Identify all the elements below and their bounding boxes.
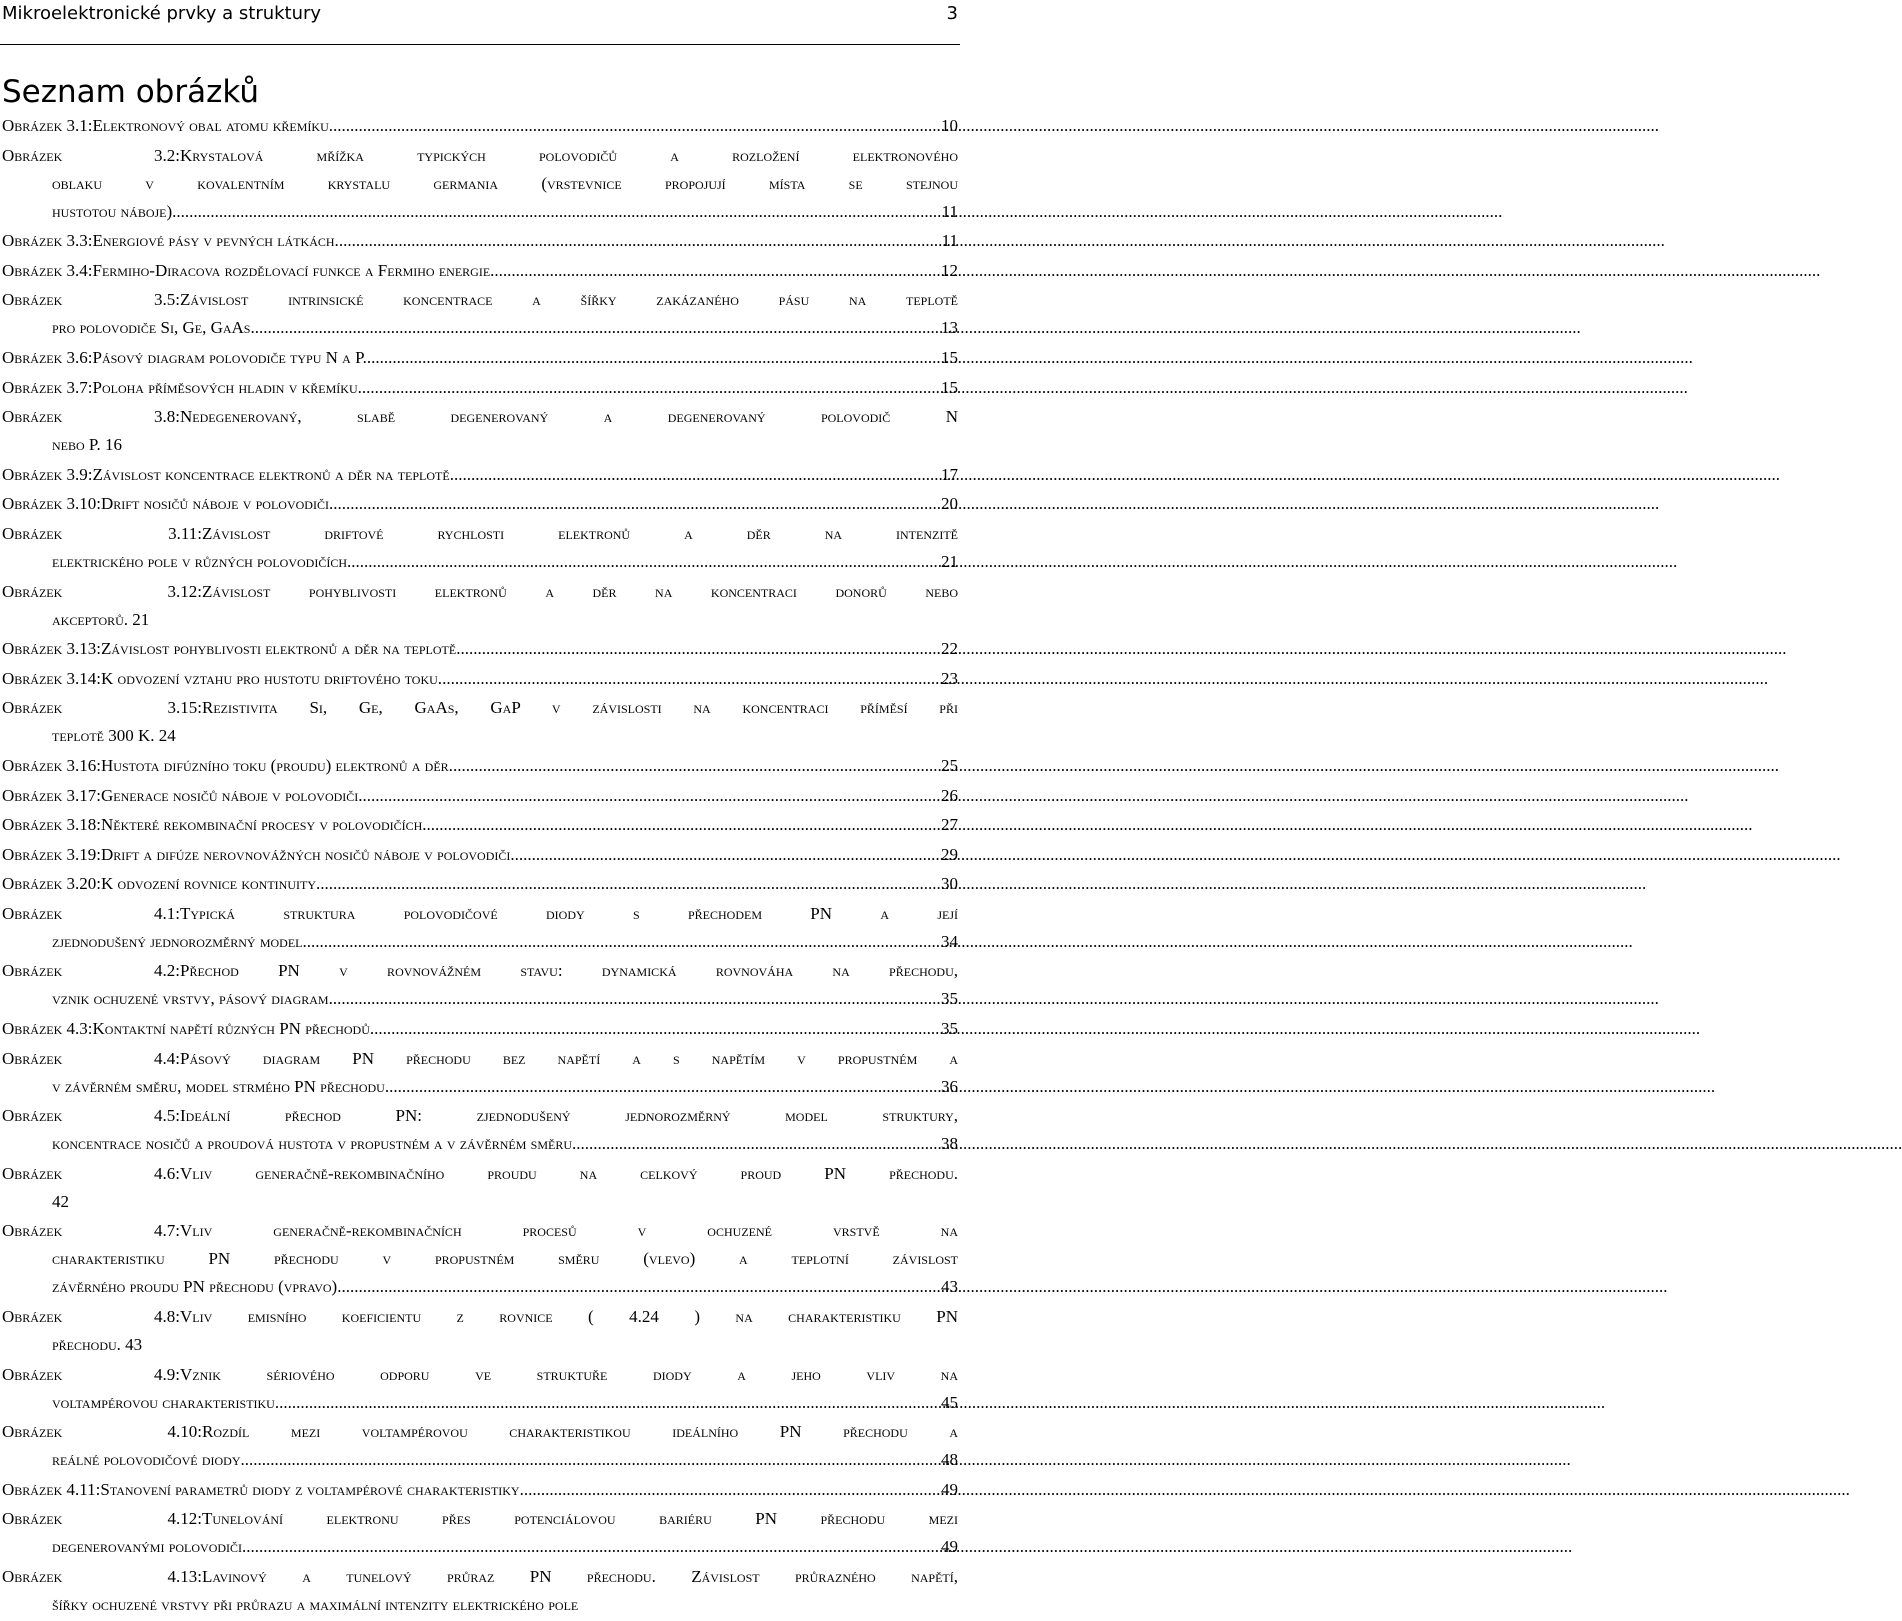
- figure-caption: Vliv emisního koeficientu z rovnice ( 4.24 ) na charakteristiku PN: [180, 1307, 958, 1327]
- figure-entry[interactable]: [2, 665, 958, 693]
- figure-entry[interactable]: [2, 142, 958, 226]
- figure-page-number: 49: [941, 1479, 958, 1499]
- figure-page-number: 11: [941, 201, 958, 221]
- figure-caption: Přechod PN v rovnovážném stavu: dynamická rovnováha na přechodu,: [180, 961, 958, 981]
- dot-leader: [333, 112, 940, 140]
- figure-caption: šířky ochuzené vrstvy při průrazu a maximální intenzity elektrického pole: [52, 1595, 579, 1614]
- figure-page-number: 17: [941, 464, 958, 484]
- figure-entry[interactable]: [2, 374, 958, 402]
- figure-caption: přechodu. 43: [52, 1335, 143, 1355]
- figure-label: Obrázek 3.10:: [2, 494, 101, 514]
- figure-caption: Kontaktní napětí různých PN přechodů.: [92, 1019, 375, 1039]
- dot-leader: [341, 1273, 940, 1301]
- figure-caption: Vliv generačně-rekombinačních procesů v ochuzené vrstvě na: [180, 1221, 958, 1241]
- figure-entry[interactable]: [2, 344, 958, 372]
- figure-caption: Závislost intrinsické koncentrace a šířky zakázaného pásu na teplotě: [180, 290, 958, 310]
- dot-leader: [176, 198, 940, 226]
- dot-leader: [245, 1446, 940, 1474]
- figure-caption: degenerovanými polovodiči.: [52, 1537, 247, 1557]
- figure-caption: Pásový diagram polovodiče typu N a P.: [92, 347, 367, 367]
- figure-page-number: 12: [941, 260, 958, 280]
- dot-leader: [374, 1015, 940, 1043]
- figure-label: Obrázek 4.11:: [2, 1479, 101, 1499]
- figure-label: Obrázek 3.17:: [2, 785, 101, 805]
- figure-caption: Typická struktura polovodičové diody s přechodem PN a její: [180, 903, 958, 923]
- figure-label: Obrázek 3.13:: [2, 639, 101, 659]
- dot-leader: [442, 665, 940, 693]
- figure-entry[interactable]: [2, 578, 958, 634]
- figure-entry[interactable]: [2, 112, 958, 140]
- running-header: [0, 0, 960, 45]
- figure-caption: zjednodušený jednorozměrný model.: [52, 931, 307, 951]
- figure-caption: pro polovodiče Si, Ge, GaAs.: [52, 318, 255, 338]
- figure-caption: charakteristiku PN přechodu v propustném směru (vlevo) a teplotní závislost: [52, 1249, 958, 1269]
- dot-leader: [576, 1130, 940, 1158]
- figure-label: Obrázek 3.20:: [2, 874, 101, 894]
- figure-page-number: 13: [941, 318, 958, 338]
- figure-entry[interactable]: [2, 257, 958, 285]
- figure-caption: Závislost koncentrace elektronů a děr na teplotě.: [92, 464, 454, 484]
- figure-label: Obrázek 3.8:: [2, 407, 180, 427]
- figure-entry[interactable]: [2, 841, 958, 869]
- figure-page-number: 26: [941, 785, 958, 805]
- figure-entry[interactable]: [2, 752, 958, 780]
- figure-caption: Elektronový obal atomu křemíku.: [92, 116, 333, 135]
- dot-leader: [362, 374, 940, 402]
- figure-entry[interactable]: [2, 1217, 958, 1301]
- figure-caption: Hustota difúzního toku (proudu) elektronů a děr.: [101, 755, 453, 775]
- figure-caption: K odvození vztahu pro hustotu driftového toku.: [101, 668, 443, 688]
- figure-label: Obrázek 4.3:: [2, 1019, 93, 1039]
- figure-label: Obrázek 4.8:: [2, 1307, 180, 1327]
- figure-page-number: 35: [941, 989, 958, 1009]
- figure-caption: elektrického pole v různých polovodičích.: [52, 551, 352, 571]
- figure-label: Obrázek 3.15:: [2, 698, 202, 718]
- figure-page-number: 38: [941, 1134, 958, 1154]
- figure-label: Obrázek 3.5:: [2, 290, 180, 310]
- figure-label: Obrázek 4.10:: [2, 1422, 202, 1442]
- dot-leader: [307, 928, 940, 956]
- figure-caption: Stanovení parametrů diody z voltampérové charakteristiky.: [100, 1479, 524, 1499]
- dot-leader: [427, 811, 940, 839]
- figure-caption: Některé rekombinační procesy v polovodičích.: [101, 815, 427, 835]
- dot-leader: [453, 752, 940, 780]
- figure-entry[interactable]: [2, 1160, 958, 1216]
- figure-page-number: 27: [941, 815, 958, 835]
- figure-caption: závěrného proudu PN přechodu (vpravo).: [52, 1277, 342, 1297]
- figure-page-number: 34: [941, 931, 958, 951]
- figure-label: Obrázek 3.6:: [2, 347, 93, 367]
- figure-page-number: 29: [941, 844, 958, 864]
- figure-caption: hustotou náboje).: [52, 201, 177, 221]
- figure-caption: reálné polovodičové diody.: [52, 1450, 245, 1470]
- figure-page-number: 22: [941, 639, 958, 659]
- figure-label: Obrázek 3.4:: [2, 260, 93, 280]
- figure-caption: Závislost driftové rychlosti elektronů a děr na intenzitě: [202, 523, 958, 543]
- dot-leader: [363, 782, 940, 810]
- figure-caption: oblaku v kovalentním krystalu germania (vrstevnice propojují místa se stejnou: [52, 173, 958, 193]
- figure-entry[interactable]: [2, 403, 958, 459]
- figure-entry[interactable]: [2, 635, 958, 663]
- dot-leader: [494, 257, 940, 285]
- figure-label: Obrázek 4.12:: [2, 1509, 202, 1529]
- figure-label: Obrázek 3.12:: [2, 581, 202, 601]
- figure-page-number: 35: [941, 1019, 958, 1039]
- figure-entry[interactable]: [2, 1418, 958, 1474]
- dot-leader: [339, 227, 941, 255]
- figure-label: Obrázek 3.14:: [2, 668, 101, 688]
- figure-entry[interactable]: [2, 811, 958, 839]
- figure-caption: Poloha příměsových hladin v křemíku.: [92, 377, 362, 397]
- dot-leader: [515, 841, 940, 869]
- figure-page-number: 43: [941, 1277, 958, 1297]
- figure-entry[interactable]: [2, 782, 958, 810]
- page-number: 3: [946, 3, 958, 24]
- figure-page-number: 20: [941, 494, 958, 514]
- figure-caption: Energiové pásy v pevných látkách.: [92, 231, 339, 251]
- figure-caption: teplotě 300 K. 24: [52, 726, 176, 746]
- figure-entry[interactable]: [2, 870, 958, 898]
- dot-leader: [333, 490, 940, 518]
- dot-leader: [389, 1073, 940, 1101]
- figure-entry[interactable]: [2, 1015, 958, 1043]
- figure-entry[interactable]: [2, 1476, 958, 1504]
- list-of-figures: [2, 112, 958, 1621]
- dot-leader: [367, 344, 940, 372]
- figure-page-number: 25: [941, 755, 958, 775]
- figure-page-number: 21: [941, 551, 958, 571]
- figure-entry[interactable]: [2, 1045, 958, 1101]
- figure-page-number: 30: [941, 874, 958, 894]
- figure-entry[interactable]: [2, 461, 958, 489]
- figure-label: Obrázek 4.4:: [2, 1048, 180, 1068]
- figure-label: Obrázek 3.9:: [2, 464, 93, 484]
- figure-caption: v závěrném směru, model strmého PN přechodu.: [52, 1076, 390, 1096]
- figure-label: Obrázek 3.19:: [2, 844, 101, 864]
- figure-label: Obrázek 4.5:: [2, 1106, 180, 1126]
- figure-entry[interactable]: [2, 900, 958, 956]
- figure-caption: Rezistivita Si, Ge, GaAs, GaP v závislosti na koncentraci příměsí při: [202, 698, 958, 718]
- figure-entry[interactable]: [2, 1505, 958, 1561]
- figure-label: Obrázek 4.13:: [2, 1567, 202, 1586]
- figure-caption: Tunelování elektronu přes potenciálovou bariéru PN přechodu mezi: [202, 1509, 958, 1529]
- figure-caption: Fermiho-Diracova rozdělovací funkce a Fermiho energie.: [92, 260, 495, 280]
- figure-caption: Pásový diagram PN přechodu bez napětí a s napětím v propustném a: [180, 1048, 958, 1068]
- dot-leader: [460, 635, 940, 663]
- figure-label: Obrázek 3.2:: [2, 145, 180, 165]
- figure-entry[interactable]: [2, 694, 958, 750]
- figure-caption: Vliv generačně-rekombinačního proudu na celkový proud PN přechodu.: [180, 1163, 958, 1183]
- figure-label: Obrázek 3.18:: [2, 815, 101, 835]
- figure-page-number: 49: [941, 1537, 958, 1557]
- figure-caption: Drift nosičů náboje v polovodiči.: [101, 494, 334, 514]
- dot-leader: [524, 1476, 940, 1504]
- figure-entry[interactable]: [2, 1361, 958, 1417]
- figure-page-number: 11: [941, 231, 958, 251]
- figure-page-number: 48: [941, 1450, 958, 1470]
- figure-caption: 42: [52, 1191, 69, 1211]
- figure-caption: voltampérovou charakteristiku.: [52, 1392, 280, 1412]
- figure-entry[interactable]: [2, 957, 958, 1013]
- figure-caption: Ideální přechod PN: zjednodušený jednorozměrný model struktury,: [180, 1106, 958, 1126]
- figure-caption: Drift a difúze nerovnovážných nosičů náboje v polovodiči.: [101, 844, 515, 864]
- figure-label: Obrázek 4.9:: [2, 1364, 180, 1384]
- dot-leader: [333, 985, 940, 1013]
- dot-leader: [351, 548, 940, 576]
- dot-leader: [320, 870, 940, 898]
- figure-label: Obrázek 3.1:: [2, 116, 93, 135]
- figure-label: Obrázek 3.16:: [2, 755, 101, 775]
- document-title: Mikroelektronické prvky a struktury: [2, 3, 322, 24]
- figure-caption: Generace nosičů náboje v polovodiči.: [101, 785, 363, 805]
- dot-leader: [279, 1389, 940, 1417]
- figure-entry[interactable]: [2, 490, 958, 518]
- figure-caption: Rozdíl mezi voltampérovou charakteristikou ideálního PN přechodu a: [202, 1422, 958, 1442]
- figure-caption: Závislost pohyblivosti elektronů a děr na koncentraci donorů nebo: [202, 581, 958, 601]
- figure-caption: Krystalová mřížka typických polovodičů a rozložení elektronového: [180, 145, 958, 165]
- figure-entry[interactable]: [2, 1102, 958, 1158]
- figure-page-number: 15: [941, 377, 958, 397]
- figure-label: Obrázek 4.1:: [2, 903, 180, 923]
- figure-entry[interactable]: [2, 520, 958, 576]
- figure-label: Obrázek 3.7:: [2, 377, 93, 397]
- figure-label: Obrázek 3.3:: [2, 231, 93, 251]
- figure-page-number: 45: [941, 1392, 958, 1412]
- figure-entry[interactable]: [2, 227, 958, 255]
- figure-entry[interactable]: [2, 1563, 958, 1619]
- list-of-figures-heading: Seznam obrázků: [2, 74, 260, 110]
- figure-caption: Závislost pohyblivosti elektronů a děr na teplotě.: [101, 639, 461, 659]
- dot-leader: [255, 314, 940, 342]
- figure-caption: akceptorů. 21: [52, 609, 150, 629]
- figure-page-number: 23: [941, 668, 958, 688]
- figure-label: Obrázek 4.2:: [2, 961, 180, 981]
- figure-page-number: 36: [941, 1076, 958, 1096]
- figure-caption: vznik ochuzené vrstvy, pásový diagram.: [52, 989, 333, 1009]
- figure-entry[interactable]: [2, 286, 958, 342]
- figure-caption: Lavinový a tunelový průraz PN přechodu. Závislost průrazného napětí,: [202, 1567, 958, 1586]
- figure-caption: K odvození rovnice kontinuity.: [101, 874, 321, 894]
- dot-leader: [454, 461, 940, 489]
- figure-caption: Vznik sériového odporu ve struktuře diody a jeho vliv na: [180, 1364, 958, 1384]
- figure-caption: koncentrace nosičů a proudová hustota v propustném a v závěrném směru.: [52, 1134, 577, 1154]
- figure-label: Obrázek 4.6:: [2, 1163, 180, 1183]
- dot-leader: [246, 1533, 940, 1561]
- figure-caption: nebo P. 16: [52, 435, 122, 455]
- figure-page-number: 15: [941, 347, 958, 367]
- figure-label: Obrázek 3.11:: [2, 523, 202, 543]
- figure-label: Obrázek 4.7:: [2, 1221, 180, 1241]
- figure-entry[interactable]: [2, 1303, 958, 1359]
- figure-caption: Nedegenerovaný, slabě degenerovaný a degenerovaný polovodič N: [180, 407, 958, 427]
- figure-page-number: 10: [941, 116, 958, 135]
